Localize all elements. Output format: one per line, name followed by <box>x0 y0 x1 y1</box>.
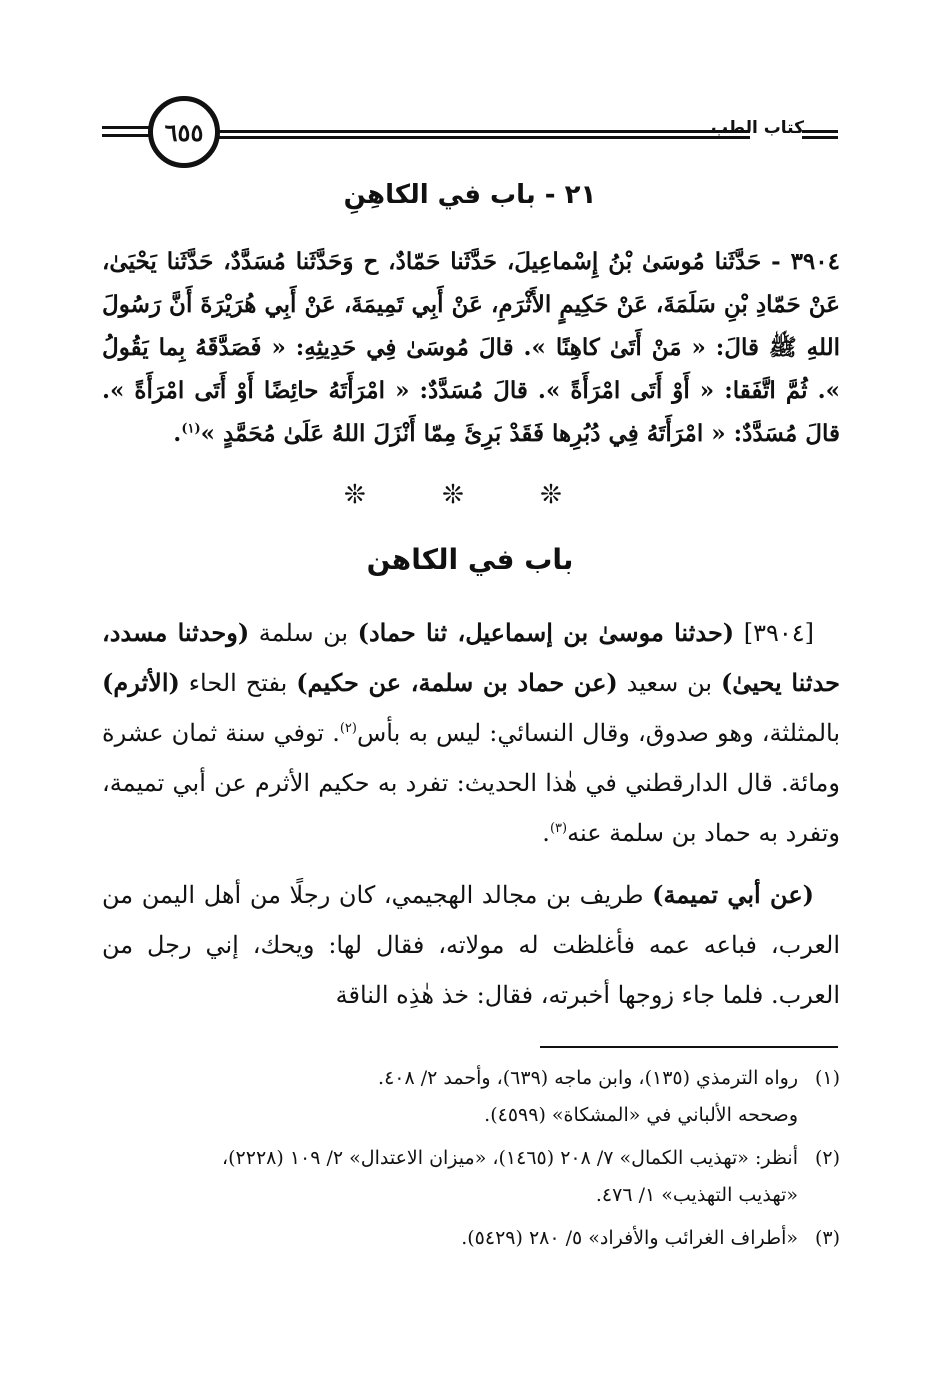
footnote-ref: (١) <box>181 421 201 437</box>
hadith-end: . <box>173 420 182 447</box>
commentary-paragraph <box>102 870 840 1020</box>
footnote-line: «تهذيب التهذيب» ١/ ٤٧٦. <box>595 1184 798 1206</box>
footnotes <box>102 1060 840 1263</box>
section-heading: باب في الكاهن <box>366 543 574 576</box>
running-title: كتاب الطب <box>711 118 804 138</box>
commentary <box>102 608 840 1020</box>
bold-text: (وحدثنا مسدد، حدثنا يحيىٰ) <box>102 618 841 697</box>
bold-text: (عن أبي تميمة) <box>652 880 814 909</box>
footnote-number: (٣) <box>814 1227 840 1249</box>
page-number: ٦٥٥ <box>148 96 220 168</box>
text: طريف بن مجالد الهجيمي، كان رجلًا من أهل اليمن من العرب، فباعه عمه فأغلظت له مولاته، فقال لها: ويحك، إني رجل من العرب. فلما جاء زوجها أخبرته، فقال: خذ هٰذِه الناقة <box>102 881 840 1009</box>
text: . توفي سنة ثمان عشرة ومائة. قال الدارقطني في هٰذا الحديث: تفرد به حكيم الأثرم عن أبي تميمة، وتفرد به حماد بن سلمة عنه <box>102 719 840 847</box>
footnote <box>102 1220 840 1257</box>
footnote <box>102 1060 840 1134</box>
footnote-number: (١) <box>814 1067 840 1089</box>
bold-text: (عن حماد بن سلمة، عن حكيم) <box>296 668 618 697</box>
header-rule <box>210 130 750 133</box>
hadith-text <box>102 240 840 455</box>
footnote <box>102 1140 840 1214</box>
footnote-line: «أطراف الغرائب والأفراد» ٥/ ٢٨٠ (٥٤٢٩). <box>461 1227 798 1249</box>
page-header <box>102 96 838 178</box>
hadith-line: يَحْيَىٰ، عَنْ حَمّادِ بْنِ سَلَمَةَ، عَنْ حَكِيمٍ الأَثْرَمِ، عَنْ أَبِي تَمِيمَةَ، عَنْ أَبِي هُرَيْرَةَ أَنَّ رَسُولَ <box>102 248 840 318</box>
footnote-number: (٢) <box>814 1147 840 1169</box>
bold-text: (الأثرم) <box>102 668 180 697</box>
header-rule <box>102 134 152 137</box>
text: بن سلمة <box>249 619 358 647</box>
footnote-line: أنظر: «تهذيب الكمال» ٧/ ٢٠٨ (١٤٦٥)، «ميزان الاعتدال» ٢/ ١٠٩ (٢٢٢٨)، <box>222 1147 798 1169</box>
hadith-line: اتَّفَقا: « أَوْ أَتَى امْرَأَةً ». قالَ مُسَدَّدٌ: « امْرَأَتَهُ حائِضًا أَوْ أَتَى امْرَأَةً ». قالَ مُسَدَّدٌ: <box>102 377 840 447</box>
footnote-rule <box>540 1046 838 1048</box>
header-rule <box>802 130 838 133</box>
chapter-heading: ٢١ - باب في الكاهِنِ <box>343 180 597 210</box>
text: بالمثلثة، وهو صدوق، وقال النسائي: ليس به بأس <box>356 719 840 747</box>
hadith-line: ٣٩٠٤ - حَدَّثَنا مُوسَىٰ بْنُ إِسْماعِيلَ، حَدَّثَنا حَمّادٌ، ح وَحَدَّثَنا مُسَدَّدٌ، حَدَّثَنا <box>166 248 840 275</box>
text: بفتح الحاء <box>179 669 297 697</box>
footnote-ref: (٢) <box>339 721 357 736</box>
commentary-paragraph <box>102 608 840 858</box>
text: بن سعيد <box>617 669 721 697</box>
header-rule <box>210 136 750 139</box>
footnote-ref: (٣) <box>549 821 568 836</box>
footnote-line: وصححه الألباني في «المشكاة» (٤٥٩٩). <box>484 1104 798 1126</box>
header-rule <box>102 126 152 129</box>
bold-text: (حدثنا موسىٰ بن إسماعيل، ثنا حماد) <box>357 618 735 647</box>
text: [٣٩٠٤] <box>734 619 814 647</box>
hadith-line: « امْرَأَتَهُ فِي دُبُرِها فَقَدْ بَرِئَ مِمّا أَنْزَلَ اللهُ عَلَىٰ مُحَمَّدٍ » <box>200 420 726 447</box>
footnote-line: رواه الترمذي (١٣٥)، وابن ماجه (٦٣٩)، وأحمد ٢/ ٤٠٨. <box>378 1067 798 1089</box>
separator-stars: ❊ ❊ ❊ <box>344 480 596 510</box>
header-rule <box>802 136 838 139</box>
hadith-line: اللهِ ﷺ قالَ: « مَنْ أَتَىٰ كاهِنًا ». قالَ مُوسَىٰ فِي حَدِيثِهِ: « فَصَدَّقَهُ بِما يَقُولُ ». ثُمَّ <box>102 334 841 404</box>
text: . <box>542 819 550 847</box>
